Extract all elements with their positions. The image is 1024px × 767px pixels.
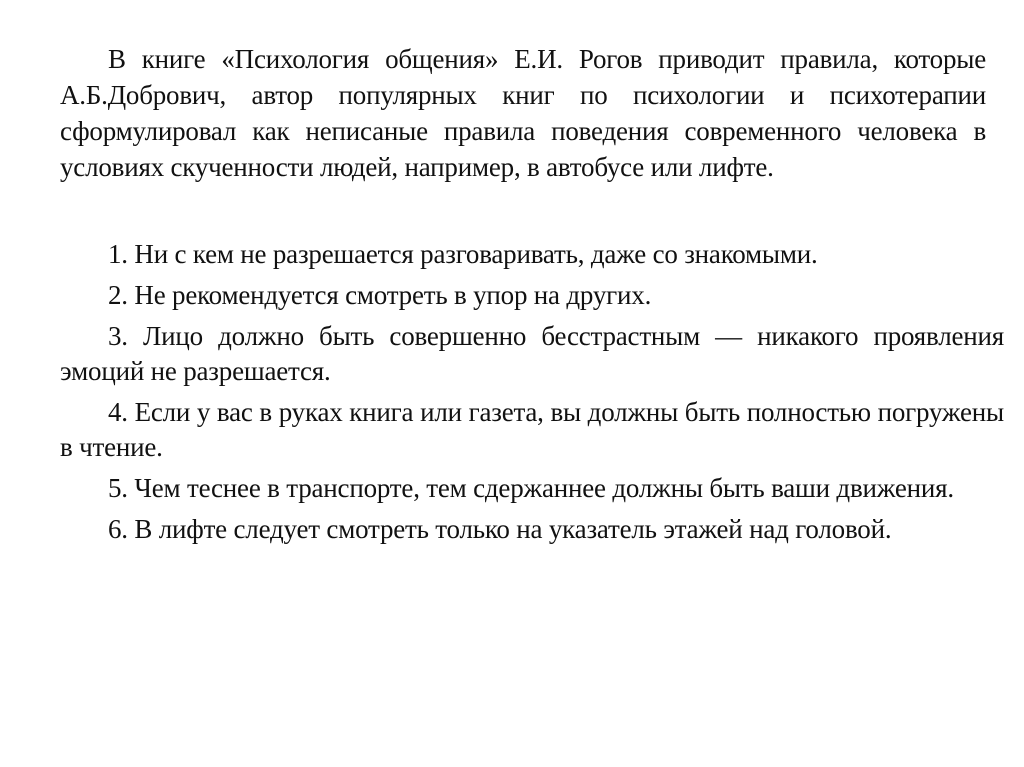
rules-list — [60, 237, 1004, 553]
rule-item-5: 5. Чем теснее в транспорте, тем сдержаннее должны быть ваши движения. — [108, 473, 954, 503]
rule-item-1: 1. Ни с кем не разрешается разговаривать, даже со знакомыми. — [108, 239, 818, 269]
rule-item-6: 6. В лифте следует смотреть только на указатель этажей над головой. — [108, 514, 892, 544]
rule-item-4: 4. Если у вас в руках книга или газета, вы должны быть полностью погружены в чтение. — [60, 397, 1004, 462]
intro-paragraph: В книге «Психология общения» Е.И. Рогов приводит правила, которые А.Б.Добрович, автор популярных книг по психологии и психотерапии сформулировал как неписаные правила поведения современного человека в условиях скученности людей, например, в автобусе или лифте. — [60, 44, 986, 182]
rule-item-3: 3. Лицо должно быть совершенно бесстрастным — никакого проявления эмоций не разрешается. — [60, 321, 1004, 386]
rule-item-2: 2. Не рекомендуется смотреть в упор на других. — [108, 280, 652, 310]
